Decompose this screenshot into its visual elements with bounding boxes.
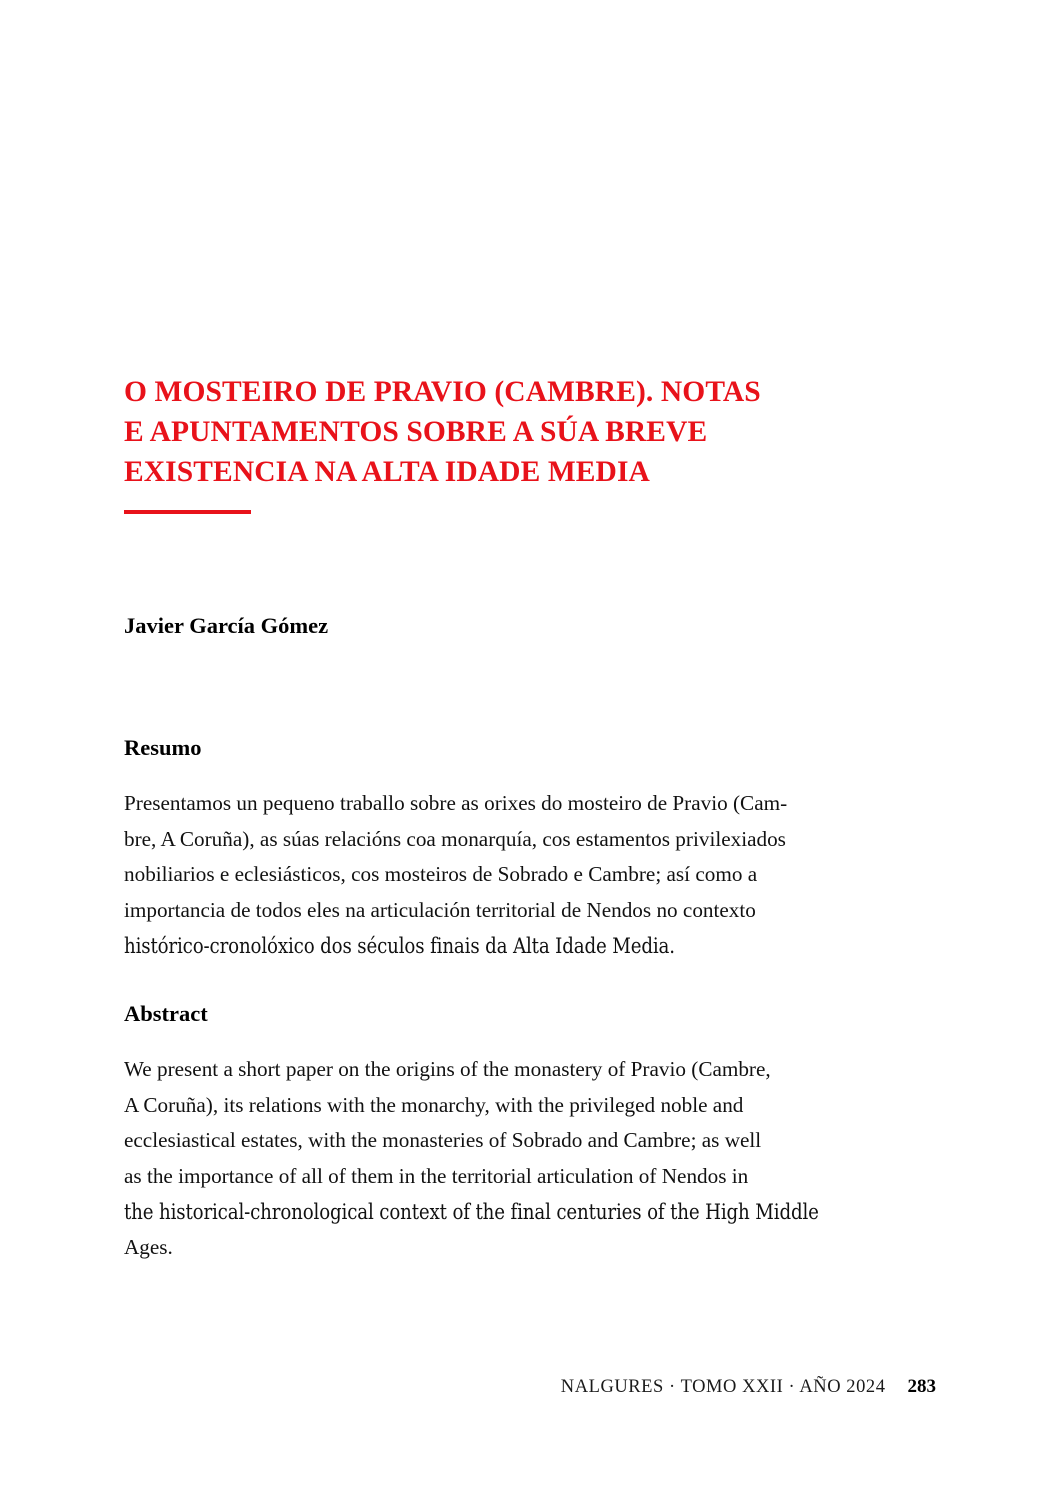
abstract-line: the historical-chronological context of the final centuries of the High Middle [124, 1199, 819, 1225]
footer-journal-info: NALGURES · TOMO XXII · AÑO 2024 [560, 1377, 886, 1397]
title-line-3: EXISTENCIA NA ALTA IDADE MEDIA [124, 456, 650, 488]
abstract-line: Ages. [124, 1234, 173, 1259]
resumo-line: Presentamos un pequeno traballo sobre as orixes do mosteiro de Pravio (Cam- [124, 791, 788, 815]
footer-page-number: 283 [907, 1376, 936, 1397]
abstract-text-resumo [124, 762, 936, 964]
abstract-line: ecclesiastical estates, with the monasteries of Sobrado and Cambre; as well [124, 1128, 762, 1153]
page-footer [124, 1375, 936, 1405]
resumo-line: importancia de todos eles na articulación territorial de Nendos no contexto [124, 897, 756, 922]
resumo-line: bre, A Coruña), as súas relacións coa monarquía, cos estamentos privilexiados [124, 826, 786, 851]
title-line-2: E APUNTAMENTOS SOBRE A SÚA BREVE [124, 416, 708, 448]
section-heading-abstract: Abstract [124, 1000, 208, 1026]
author-name: Javier García Gómez [124, 613, 329, 638]
abstract-text-english [124, 1028, 936, 1266]
page-title [124, 372, 884, 492]
abstract-line: as the importance of all of them in the territorial articulation of Nendos in [124, 1163, 749, 1188]
abstract-line: We present a short paper on the origins of the monastery of Pravio (Cambre, [124, 1056, 771, 1081]
resumo-line: histórico-cronolóxico dos séculos finais da Alta Idade Media. [124, 933, 675, 959]
section-heading-resumo: Resumo [124, 735, 202, 760]
title-line-1: O MOSTEIRO DE PRAVIO (CAMBRE). NOTAS [124, 376, 761, 408]
article-content-column [124, 372, 936, 1266]
resumo-line: nobiliarios e eclesiásticos, cos mosteiros de Sobrado e Cambre; así como a [124, 862, 758, 887]
abstract-line: A Coruña), its relations with the monarchy, with the privileged noble and [124, 1092, 744, 1117]
